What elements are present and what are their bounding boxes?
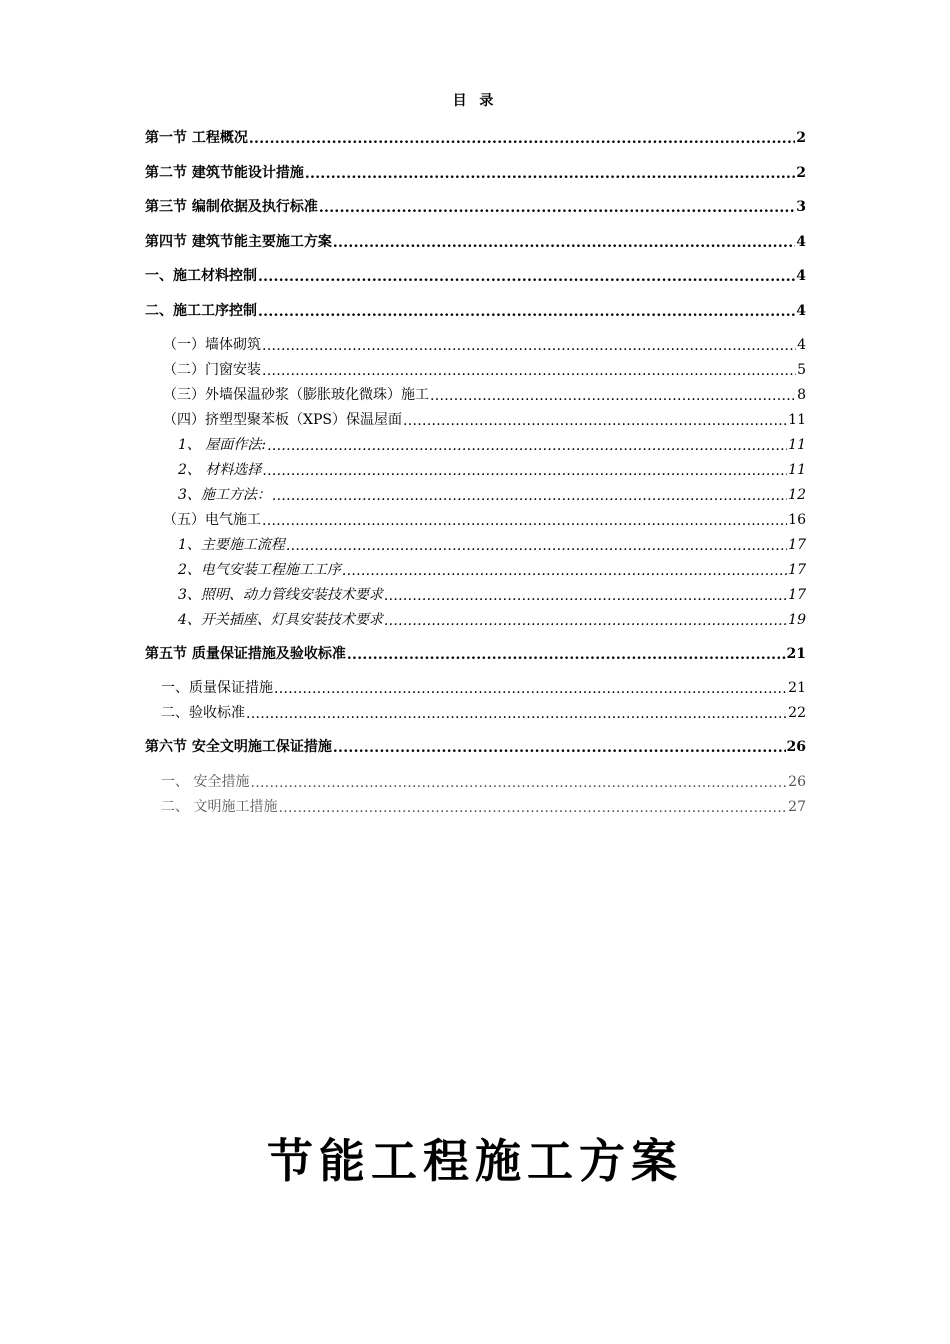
toc-entry[interactable] bbox=[163, 359, 806, 379]
toc-entry-label: 第一节 工程概况 bbox=[145, 130, 248, 146]
toc-entry[interactable] bbox=[145, 162, 806, 182]
toc-leader bbox=[384, 588, 787, 602]
toc-leader bbox=[250, 775, 787, 789]
toc-leader bbox=[430, 388, 796, 402]
toc-entry-label: 1、主要施工流程 bbox=[178, 537, 285, 553]
toc-entry-label: 第二节 建筑节能设计措施 bbox=[145, 165, 304, 181]
toc-leader bbox=[403, 413, 787, 427]
toc-entry[interactable] bbox=[163, 384, 806, 404]
toc-leader bbox=[262, 363, 796, 377]
toc-leader bbox=[384, 613, 787, 627]
toc-entry-page: 21 bbox=[788, 680, 806, 696]
toc-leader bbox=[305, 166, 795, 180]
toc-entry-label: （二）门窗安装 bbox=[163, 362, 261, 378]
toc-entry[interactable] bbox=[163, 509, 806, 529]
toc-leader bbox=[262, 338, 796, 352]
toc-entry[interactable] bbox=[161, 677, 806, 697]
toc-entry-label: 4、开关插座、灯具安装技术要求 bbox=[178, 612, 383, 628]
toc-entry[interactable] bbox=[178, 484, 806, 504]
toc-leader bbox=[274, 681, 787, 695]
toc-leader bbox=[342, 563, 787, 577]
toc-entry[interactable] bbox=[178, 434, 806, 454]
toc-leader bbox=[246, 706, 787, 720]
toc-leader bbox=[333, 740, 786, 754]
toc-entry-page: 17 bbox=[788, 587, 806, 603]
toc-entry-page: 4 bbox=[796, 268, 806, 284]
toc-entry-page: 11 bbox=[788, 437, 806, 453]
toc-leader bbox=[347, 647, 786, 661]
toc-leader bbox=[258, 269, 795, 283]
toc-entry-label: 2、 材料选择 bbox=[178, 462, 262, 478]
toc-entry-page: 26 bbox=[788, 774, 806, 790]
toc-entry-label: 一、质量保证措施 bbox=[161, 680, 273, 696]
toc-entry[interactable] bbox=[163, 334, 806, 354]
toc-entry-page: 2 bbox=[796, 130, 806, 146]
toc-entry-label: 第四节 建筑节能主要施工方案 bbox=[145, 234, 332, 250]
toc-entry-label: 一、施工材料控制 bbox=[145, 268, 257, 284]
toc-entry[interactable] bbox=[161, 771, 806, 791]
toc-entry[interactable] bbox=[178, 459, 806, 479]
toc-entry[interactable] bbox=[178, 534, 806, 554]
toc-entry-page: 12 bbox=[788, 487, 806, 503]
toc-leader bbox=[258, 304, 795, 318]
cover-title: 节能工程施工方案 bbox=[267, 1134, 683, 1188]
toc-leader bbox=[249, 131, 795, 145]
toc-entry-page: 11 bbox=[788, 412, 806, 428]
toc-entry-label: 一、 安全措施 bbox=[161, 774, 250, 790]
toc-entry-label: 3、照明、动力管线安装技术要求 bbox=[178, 587, 383, 603]
toc-entry-page: 27 bbox=[788, 799, 806, 815]
toc-entry[interactable] bbox=[178, 609, 806, 629]
toc-leader bbox=[262, 463, 787, 477]
toc-entry[interactable] bbox=[161, 702, 806, 722]
toc-entry-label: （三）外墙保温砂浆（膨胀玻化微珠）施工 bbox=[163, 387, 429, 403]
toc-leader bbox=[319, 200, 795, 214]
toc-leader bbox=[272, 488, 787, 502]
toc-entry-page: 17 bbox=[788, 537, 806, 553]
toc-entry[interactable] bbox=[145, 300, 806, 320]
toc-title: 目 录 bbox=[452, 93, 498, 109]
toc-entry-label: （五）电气施工 bbox=[163, 512, 261, 528]
toc-entry-label: 二、施工工序控制 bbox=[145, 303, 257, 319]
toc-entry-page: 8 bbox=[797, 387, 806, 403]
toc-entry-page: 19 bbox=[788, 612, 806, 628]
toc-entry[interactable] bbox=[163, 409, 806, 429]
toc-entry-label: 二、 文明施工措施 bbox=[161, 799, 278, 815]
toc-entry-label: 第三节 编制依据及执行标准 bbox=[145, 199, 318, 215]
toc-entry[interactable] bbox=[145, 196, 806, 216]
toc-entry[interactable] bbox=[161, 796, 806, 816]
toc-entry[interactable] bbox=[145, 127, 806, 147]
toc-leader bbox=[262, 513, 787, 527]
toc-entry[interactable] bbox=[178, 559, 806, 579]
toc-entry-page: 2 bbox=[796, 165, 806, 181]
toc-entry-page: 26 bbox=[786, 739, 806, 755]
toc-entry-label: 第五节 质量保证措施及验收标准 bbox=[145, 646, 346, 662]
toc-entry-page: 16 bbox=[788, 512, 806, 528]
toc-entry-page: 22 bbox=[788, 705, 806, 721]
toc-entry-page: 4 bbox=[796, 303, 806, 319]
toc-entry[interactable] bbox=[145, 231, 806, 251]
toc-entry-page: 21 bbox=[786, 646, 806, 662]
toc-leader bbox=[267, 438, 787, 452]
toc-entry-label: 3、施工方法： bbox=[178, 487, 271, 503]
toc-entry[interactable] bbox=[145, 265, 806, 285]
toc-leader bbox=[333, 235, 795, 249]
toc-entry[interactable] bbox=[145, 736, 806, 756]
toc-entry[interactable] bbox=[178, 584, 806, 604]
toc-entry-page: 11 bbox=[788, 462, 806, 478]
toc-entry-label: （一）墙体砌筑 bbox=[163, 337, 261, 353]
toc-entry[interactable] bbox=[145, 643, 806, 663]
toc-entry-page: 4 bbox=[796, 234, 806, 250]
toc-entry-page: 17 bbox=[788, 562, 806, 578]
toc-leader bbox=[286, 538, 787, 552]
toc-entry-label: （四）挤塑型聚苯板（XPS）保温屋面 bbox=[163, 412, 402, 428]
toc-entry-label: 2、电气安装工程施工工序 bbox=[178, 562, 341, 578]
toc-entry-label: 第六节 安全文明施工保证措施 bbox=[145, 739, 332, 755]
toc-entry-label: 1、 屋面作法: bbox=[178, 437, 267, 453]
toc-entry-page: 3 bbox=[796, 199, 806, 215]
toc-entry-page: 4 bbox=[797, 337, 806, 353]
toc-leader bbox=[278, 800, 787, 814]
toc-entry-label: 二、验收标准 bbox=[161, 705, 245, 721]
toc-entry-page: 5 bbox=[797, 362, 806, 378]
